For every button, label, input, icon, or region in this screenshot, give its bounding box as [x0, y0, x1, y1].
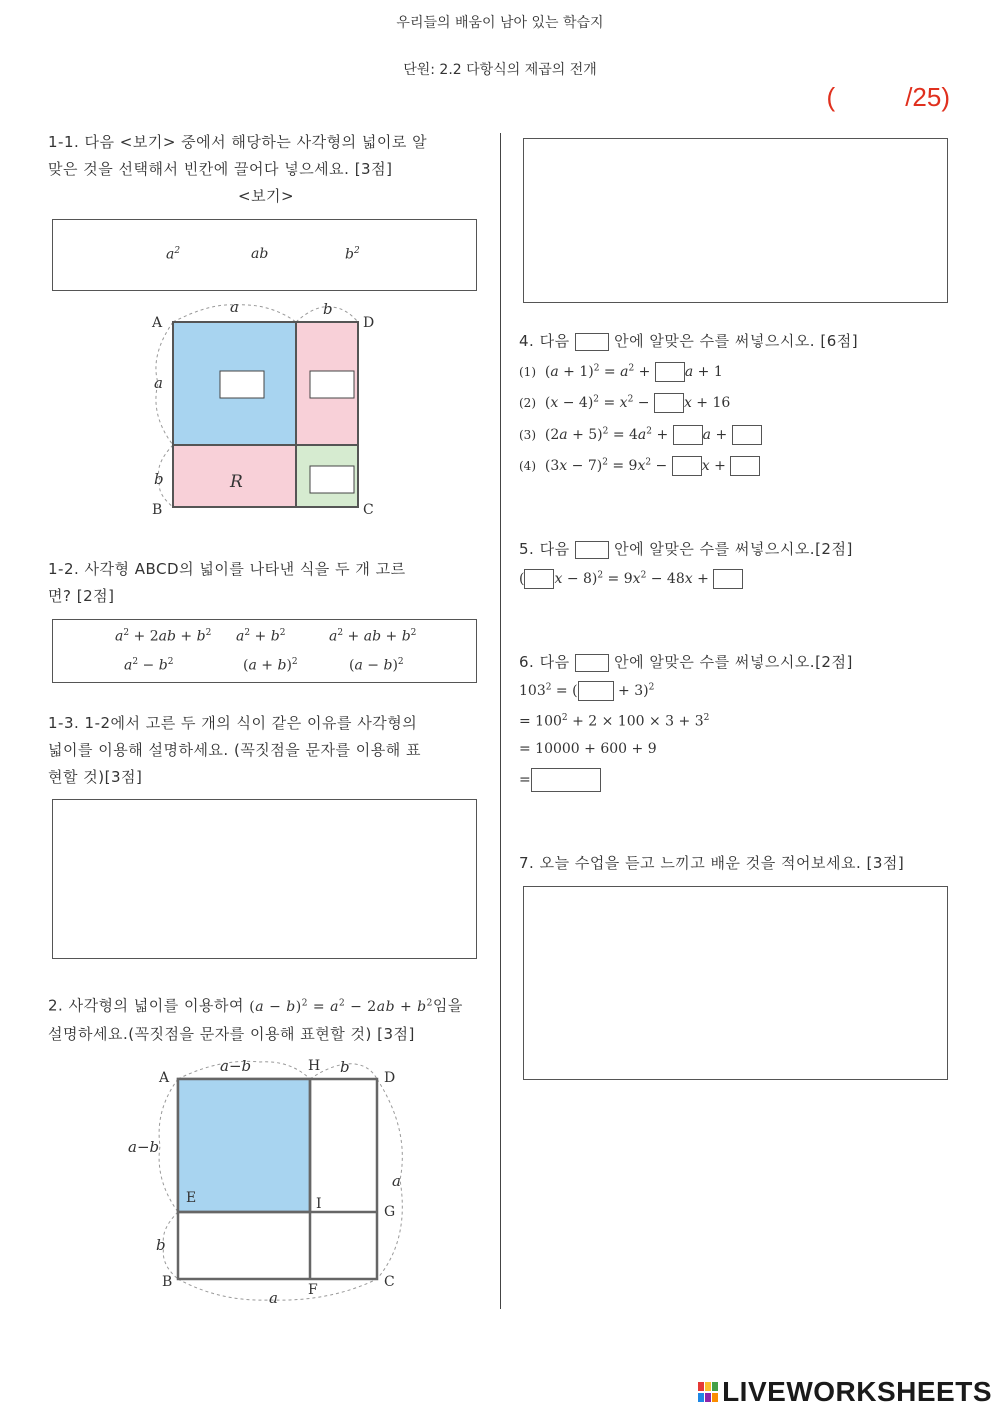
q6-line3: = 10000 + 600 + 9 [519, 741, 657, 757]
q6-blank-a[interactable] [578, 681, 614, 701]
liveworksheets-logo[interactable] [697, 1376, 992, 1408]
q7-title: 7. 오늘 수업을 듣고 느끼고 배운 것을 적어보세요. [3점] [519, 854, 905, 872]
label-a-top: a [230, 298, 239, 316]
q4-item-3: (3) $(2a + 5)^2 = 4a^2 + a$ + [519, 425, 762, 445]
worksheet-title: 우리들의 배움이 남아 있는 학습지 [396, 15, 604, 31]
choice-6[interactable]: $(a - b)^2$ [349, 657, 404, 674]
q4-item-1: (1) $(a + 1)^2 = a^2 + a + 1$ [519, 363, 723, 380]
q1-3-answer-box[interactable] [52, 799, 477, 959]
q5-blank-b[interactable] [713, 569, 743, 589]
q1-2-choices [52, 619, 477, 683]
q4-title: 4. 다음 안에 알맞은 수를 써넣으시오. [6점] [519, 332, 859, 350]
vertex2-G: G [384, 1204, 396, 1220]
label-a-bottom: a [269, 1289, 278, 1307]
choice-5[interactable]: $(a + b)^2$ [243, 657, 298, 674]
q2-answer-box[interactable] [523, 138, 948, 303]
choice-3[interactable]: $a^2$ + ab + $b^2$ [329, 628, 417, 645]
score-open: ( [826, 82, 836, 112]
choice-4[interactable]: $a^2 - b^2$ [124, 657, 174, 674]
vertex2-E: E [186, 1190, 197, 1206]
label-R: R [230, 472, 243, 492]
column-divider [500, 133, 501, 1309]
liveworksheets-logo-icon [697, 1381, 719, 1403]
vertex-D: D [363, 315, 375, 331]
q4-item-4: (4) $(3x - 7)^2 = 9x^2 - x$ + [519, 456, 760, 476]
q6-title: 6. 다음 안에 알맞은 수를 써넣으시오.[2점] [519, 653, 853, 671]
q7-answer-box[interactable] [523, 886, 948, 1080]
label-a-right: a [392, 1172, 401, 1190]
label-a-minus-b-left: a−b [128, 1138, 160, 1156]
q4-item-2: (2) $(x - 4)^2 = x^2 - x + 16$ [519, 394, 731, 411]
vertex-A: A [152, 315, 163, 331]
q1-3-line2: 넓이를 이용해 설명하세요. (꼭짓점을 문자를 이용해 표 [48, 741, 422, 759]
q4-4-blank-a[interactable] [672, 456, 702, 476]
q4-sample-blank [575, 333, 609, 351]
option-b-squared[interactable]: $b^2$ [345, 246, 360, 263]
option-ab[interactable]: ab [251, 246, 269, 262]
vertex2-H: H [308, 1058, 321, 1074]
q6-line2: = $100^2 + 2 \times 100 \times 3 + 3^2$ [519, 713, 710, 730]
label-b-left: b [154, 470, 164, 488]
choice-1[interactable]: $a^2 + 2ab + b^2$ [115, 628, 212, 645]
region-a-minus-b-squared [178, 1079, 310, 1212]
q1-1-line1: 1-1. 다음 <보기> 중에서 해당하는 사각형의 넓이로 알 [48, 133, 428, 151]
q1-3-line1: 1-3. 1-2에서 고른 두 개의 식이 같은 이유를 사각형의 [48, 714, 418, 732]
q4-3-blank-a[interactable] [673, 425, 703, 445]
label-a-minus-b-top: a−b [220, 1057, 252, 1075]
liveworksheets-brand: LIVEWORKSHEETS [722, 1376, 992, 1407]
option-a-squared[interactable]: $a^2$ [166, 246, 181, 263]
vertex2-A: A [159, 1070, 170, 1086]
unit-title: 단원: 2.2 다항식의 제곱의 전개 [403, 62, 597, 78]
figure-1-square [140, 295, 380, 520]
example-label: <보기> [238, 187, 295, 205]
vertex-C: C [363, 502, 374, 518]
q6-line1: $103^2$ = ( + 3)$^2$ [519, 682, 655, 699]
q1-1-prompt [48, 129, 488, 183]
q5-equation: ( $x - 8)^2 = 9x^2 - 48x$ + [519, 569, 743, 589]
q6-sample-blank [575, 654, 609, 672]
q6-blank-result[interactable] [531, 768, 601, 792]
vertex2-D: D [384, 1070, 396, 1086]
score-field [827, 82, 950, 113]
q6-line4: = [519, 768, 601, 792]
q1-2-prompt [48, 556, 488, 610]
q2-prompt [48, 990, 493, 1048]
drop-box-1 [220, 371, 264, 398]
label-b-top-2: b [340, 1058, 350, 1076]
q5-sample-blank [575, 541, 609, 559]
q1-3-prompt [48, 710, 488, 791]
vertex2-B: B [162, 1274, 173, 1290]
q4-1-blank[interactable] [655, 362, 685, 382]
label-b-left-2: b [156, 1236, 166, 1254]
vertex-B: B [152, 502, 163, 518]
q2-line1: 2. 사각형의 넓이를 이용하여 $(a - b)^2 = a^2 - 2ab + b^2$임을 [48, 996, 463, 1015]
score-total: /25) [905, 82, 950, 112]
q4-3-blank-b[interactable] [732, 425, 762, 445]
q4-4-blank-b[interactable] [730, 456, 760, 476]
q5-title: 5. 다음 안에 알맞은 수를 써넣으시오.[2점] [519, 540, 853, 558]
q4-2-blank[interactable] [654, 393, 684, 413]
drop-box-3 [310, 466, 354, 493]
q1-2-line1: 1-2. 사각형 ABCD의 넓이를 나타낸 식을 두 개 고르 [48, 560, 406, 578]
label-a-left: a [154, 374, 163, 392]
drop-box-2 [310, 371, 354, 398]
figure-2-square [120, 1050, 410, 1310]
q1-3-line3: 현할 것)[3점] [48, 768, 143, 786]
vertex2-I: I [316, 1196, 322, 1212]
vertex2-C: C [384, 1274, 395, 1290]
q1-2-line2: 면? [2점] [48, 587, 115, 605]
q1-1-line2: 맞은 것을 선택해서 빈칸에 끌어다 넣으세요. [3점] [48, 160, 393, 178]
choice-2[interactable]: $a^2 + b^2$ [236, 628, 286, 645]
q2-line2: 설명하세요.(꼭짓점을 문자를 이용해 표현할 것) [3점] [48, 1024, 415, 1043]
q2-identity: $(a - b)^2 = a^2 - 2ab + b^2$ [249, 998, 433, 1015]
q5-blank-a[interactable] [524, 569, 554, 589]
label-b-top: b [323, 300, 333, 318]
vertex2-F: F [308, 1282, 318, 1298]
option-bank [52, 219, 477, 291]
